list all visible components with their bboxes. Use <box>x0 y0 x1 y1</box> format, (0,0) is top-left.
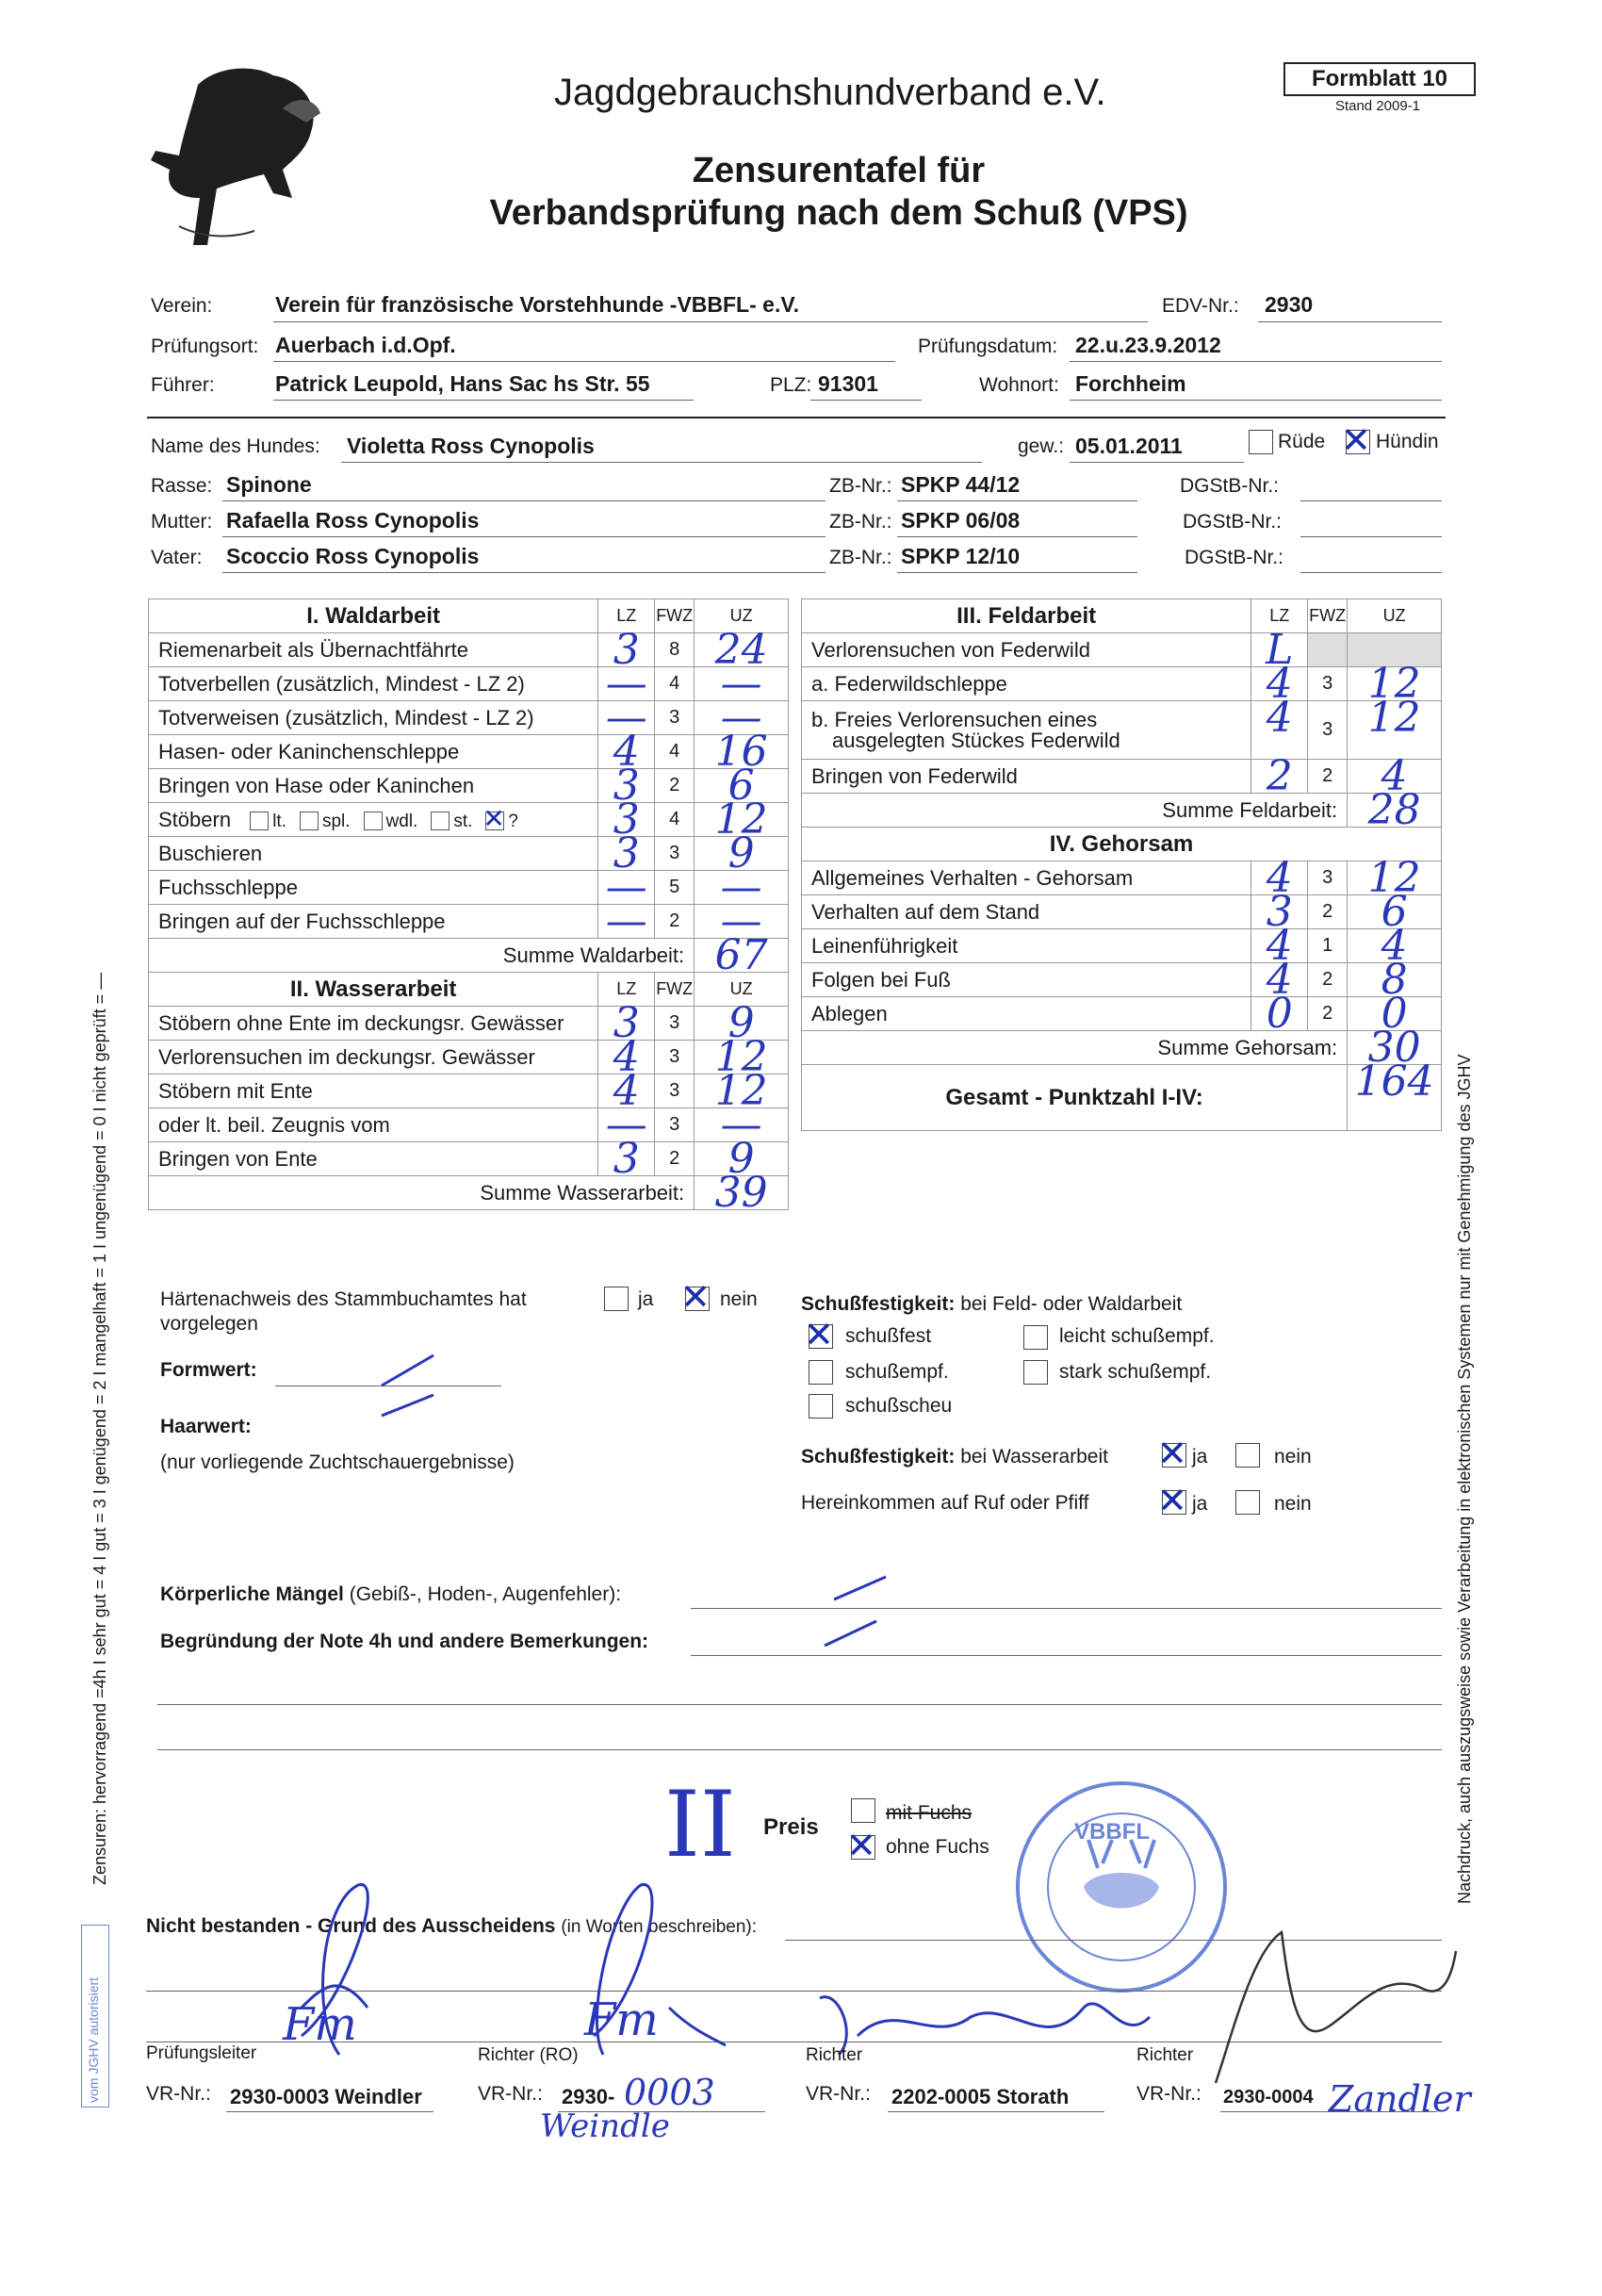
fwz-cell: 2 <box>1308 895 1348 929</box>
total-value <box>1348 1058 1442 1131</box>
vater-value: Scoccio Ross Cynopolis <box>226 544 480 568</box>
handwritten-value: 12 <box>1367 694 1421 742</box>
stamp-center: VBBFL <box>1074 1819 1150 1845</box>
ruede-checkbox[interactable] <box>1249 430 1273 454</box>
dog-name-value: Violetta Ross Cynopolis <box>347 434 595 458</box>
vr-value-1: 2930-0003 Weindler <box>230 2085 422 2108</box>
handwritten-value: 3 <box>613 626 640 674</box>
signature-r2-icon <box>1178 1913 1461 2102</box>
gehorsam-header-row <box>802 828 1442 861</box>
table-row <box>149 1074 789 1108</box>
stoebern-opt-checkbox[interactable] <box>431 812 450 830</box>
fwz-cell: 1 <box>1308 929 1348 963</box>
handwritten-value: 9 <box>727 999 755 1047</box>
dgstb-label-1: DGStB-Nr.: <box>1180 475 1280 497</box>
row-label: Verhalten auf dem Stand <box>802 895 1251 929</box>
jghv-authorized-badge <box>81 1925 109 2107</box>
table-row <box>802 667 1442 701</box>
waldarbeit-title: I. Waldarbeit <box>149 599 598 633</box>
table-row <box>802 997 1442 1031</box>
schuss-wasser-nein-label: nein <box>1274 1446 1312 1468</box>
form-label: Formblatt 10 <box>1283 62 1476 96</box>
feldarbeit-header-row <box>802 599 1442 633</box>
schussempf-checkbox[interactable] <box>809 1360 833 1385</box>
wasserarbeit-sum-label: Summe Wasserarbeit: <box>149 1176 695 1210</box>
handwritten-value: 39 <box>714 1169 768 1217</box>
handwritten-value: 2 <box>1266 752 1293 800</box>
row-label: Verlorensuchen im deckungsr. Gewässer <box>149 1041 598 1074</box>
title-line2: Verbandsprüfung nach dem Schuß (VPS) <box>489 193 1188 233</box>
handwritten-value: 4 <box>613 1067 640 1115</box>
edv-value: 2930 <box>1265 292 1314 317</box>
datum-value: 22.u.23.9.2012 <box>1075 333 1221 357</box>
fwz-cell: 4 <box>655 667 695 701</box>
jghv-logo <box>141 57 339 264</box>
handwritten-value: — <box>720 863 762 911</box>
handwritten-value: 8 <box>1381 956 1408 1004</box>
zb-vater-value: SPKP 12/10 <box>901 544 1021 568</box>
feldarbeit-sum-row <box>802 794 1442 828</box>
schuss-feld-desc: bei Feld- oder Waldarbeit <box>960 1293 1183 1315</box>
formwert-label: Formwert: <box>160 1359 257 1381</box>
handwritten-value: 3 <box>613 795 640 844</box>
uz-header: UZ <box>695 973 789 1007</box>
koerper-dash-icon <box>829 1569 895 1607</box>
handwritten-value: — <box>720 1101 762 1149</box>
stark-label: stark schußempf. <box>1059 1361 1212 1383</box>
koerper-label: Körperliche Mängel <box>160 1583 344 1605</box>
stoebern-opt-label: ? <box>508 811 518 831</box>
fwz-cell: 4 <box>655 803 695 837</box>
wohnort-value: Forchheim <box>1075 371 1186 396</box>
handwritten-value: 16 <box>714 728 768 776</box>
total-label: Gesamt - Punktzahl I-IV: <box>802 1065 1348 1131</box>
jghv-authorized-text: vom JGHV autorisiert <box>86 1976 101 2103</box>
handwritten-value: 67 <box>714 931 768 979</box>
lz-header: LZ <box>1251 599 1308 633</box>
row-label: Bringen von Hase oder Kaninchen <box>149 769 598 803</box>
ohne-fuchs-checkbox[interactable]: ✕ <box>846 1825 876 1866</box>
lz-cell <box>598 897 655 945</box>
zucht-note: (nur vorliegende Zuchtschauergebnisse) <box>160 1451 515 1473</box>
row-label-1: b. Freies Verlorensuchen eines <box>811 707 1098 731</box>
table-row <box>149 837 789 871</box>
herein-nein-checkbox[interactable] <box>1235 1490 1260 1515</box>
table-row <box>802 895 1442 929</box>
feldarbeit-sum-value <box>1348 786 1442 834</box>
fwz-cell <box>1308 633 1348 667</box>
handwritten-value: 3 <box>613 829 640 877</box>
zb-label-3: ZB-Nr.: <box>829 547 892 568</box>
row-label: a. Federwildschleppe <box>802 667 1251 701</box>
huendin-label: Hündin <box>1376 431 1439 452</box>
schuss-wasser-nein-checkbox[interactable] <box>1235 1443 1260 1468</box>
row-label: Bringen auf der Fuchsschleppe <box>149 905 598 939</box>
uz-cell <box>1348 694 1442 760</box>
table-row <box>802 963 1442 997</box>
herein-ja-checkbox[interactable]: ✕ <box>1157 1480 1187 1521</box>
ort-label: Prüfungsort: <box>151 336 259 357</box>
row-label: Riemenarbeit als Übernachtfährte <box>149 633 598 667</box>
mit-fuchs-label: mit Fuchs <box>886 1802 973 1824</box>
handwritten-value: 28 <box>1367 786 1421 834</box>
table-row <box>149 871 789 905</box>
handwritten-value: 0 <box>1381 990 1408 1038</box>
vr-label-1: VR-Nr.: <box>146 2083 211 2105</box>
stoebern-opt-checkbox[interactable] <box>364 812 383 830</box>
handwritten-value: 4 <box>613 728 640 776</box>
handwritten-value: 0 <box>1266 990 1293 1038</box>
preis-value: II <box>664 1772 736 1878</box>
rasse-value: Spinone <box>226 472 312 497</box>
row-label: Stöbern ohne Ente im deckungsr. Gewässer <box>149 1007 598 1041</box>
haerte-label: Härtenachweis des Stammbuchamtes hat vorgelegen <box>160 1288 527 1335</box>
herein-ja-label: ja <box>1192 1493 1208 1515</box>
row-label: Bringen von Federwild <box>802 760 1251 794</box>
handwritten-value: 6 <box>727 762 755 810</box>
gew-value: 05.01.2011 <box>1075 434 1183 458</box>
schuss-wasser-desc: bei Wasserarbeit <box>960 1446 1108 1468</box>
handwritten-value: — <box>720 660 762 708</box>
signature-pl-text: Fm <box>283 1998 357 2051</box>
fwz-cell: 2 <box>1308 963 1348 997</box>
mit-fuchs-checkbox[interactable] <box>851 1798 875 1823</box>
dog-name-label: Name des Hundes: <box>151 435 320 457</box>
wohnort-label: Wohnort: <box>979 374 1059 396</box>
vr-value-4: 2930-0004 <box>1223 2087 1314 2107</box>
handwritten-value: 4 <box>613 1033 640 1081</box>
verein-label: Verein: <box>151 295 213 317</box>
wasserarbeit-header-row <box>149 973 789 1007</box>
haarwert-label: Haarwert: <box>160 1416 252 1437</box>
handwritten-value: — <box>605 863 647 911</box>
handwritten-value: 6 <box>1381 888 1408 936</box>
waldarbeit-sum-row <box>149 939 789 973</box>
handwritten-value: 9 <box>727 1135 755 1183</box>
stoebern-opt-checkbox[interactable] <box>300 812 319 830</box>
row-label: Verlorensuchen von Federwild <box>802 633 1251 667</box>
schussfest-label: schußfest <box>845 1325 932 1347</box>
verein-value: Verein für französische Vorstehhunde -VBBFL- e.V. <box>275 292 799 317</box>
koerper-desc: (Gebiß-, Hoden-, Augenfehler): <box>349 1583 622 1605</box>
mutter-label: Mutter: <box>151 511 213 533</box>
zb-label-1: ZB-Nr.: <box>829 475 892 497</box>
vr-hand-2b: Weindle <box>540 2107 670 2145</box>
ro-label: Richter (RO) <box>478 2045 579 2065</box>
vr-label-4: VR-Nr.: <box>1136 2083 1202 2105</box>
rasse-label: Rasse: <box>151 475 213 497</box>
zb-label-2: ZB-Nr.: <box>829 511 892 533</box>
schussfest-checkbox[interactable]: ✕ <box>804 1314 834 1355</box>
org-name: Jagdgebrauchshundverband e.V. <box>554 72 1106 113</box>
total-row <box>802 1065 1442 1131</box>
table-row <box>149 667 789 701</box>
handwritten-value: 24 <box>714 626 768 674</box>
haerte-ja-label: ja <box>638 1288 654 1310</box>
schuss-wasser-ja-checkbox[interactable]: ✕ <box>1157 1433 1187 1474</box>
table-row <box>149 1142 789 1176</box>
vr-value-2: 2930- <box>562 2085 615 2108</box>
handwritten-value: 4 <box>1381 922 1408 970</box>
handwritten-value: — <box>720 694 762 742</box>
row-label <box>802 701 1251 760</box>
signature-ro-text: Fm <box>584 1993 659 2046</box>
herein-nein-label: nein <box>1274 1493 1312 1515</box>
row-label <box>149 803 598 837</box>
vr-label-3: VR-Nr.: <box>806 2083 871 2105</box>
zb-rasse-value: SPKP 44/12 <box>901 472 1021 497</box>
fwz-cell: 8 <box>655 633 695 667</box>
left-score-table <box>148 599 789 1217</box>
feldarbeit-sum-label: Summe Feldarbeit: <box>802 794 1348 828</box>
fwz-cell: 5 <box>655 871 695 905</box>
fwz-cell: 3 <box>655 1007 695 1041</box>
handwritten-value: 4 <box>1266 660 1293 708</box>
copyright-note: Nachdruck, auch auszugsweise sowie Verarbeitung in elektronischen Systemen nur mit Genehmigung des JGHV <box>1455 1054 1474 1904</box>
stoebern-opt-label: lt. <box>272 811 286 831</box>
grade-legend: Zensuren: hervorragend =4h I sehr gut = 4 I gut = 3 I genügend = 2 I mangelhaft = 1 I ungenügend = 0 I nicht geprüft = — <box>90 972 109 1885</box>
zb-mutter-value: SPKP 06/08 <box>901 508 1021 533</box>
wasserarbeit-sum-value <box>695 1169 789 1217</box>
datum-label: Prüfungsdatum: <box>918 336 1058 357</box>
fwz-cell: 2 <box>655 1142 695 1176</box>
dgstb-label-3: DGStB-Nr.: <box>1185 547 1284 568</box>
row-label: Stöbern mit Ente <box>149 1074 598 1108</box>
fwz-cell: 4 <box>655 735 695 769</box>
herein-label: Hereinkommen auf Ruf oder Pfiff <box>801 1492 1089 1514</box>
handwritten-value: — <box>605 660 647 708</box>
fwz-cell: 3 <box>1308 701 1348 760</box>
lz-cell <box>1251 990 1308 1038</box>
table-row <box>149 803 789 837</box>
r-label: Richter <box>806 2045 863 2065</box>
ort-value: Auerbach i.d.Opf. <box>275 333 456 357</box>
fwz-cell: 3 <box>655 1041 695 1074</box>
row-label: Stöbern <box>158 807 232 831</box>
handwritten-value: — <box>720 897 762 945</box>
table-row <box>802 760 1442 794</box>
ohne-fuchs-label: ohne Fuchs <box>886 1836 989 1858</box>
edv-label: EDV-Nr.: <box>1162 295 1239 317</box>
nicht-desc: (in Worten beschreiben): <box>561 1917 758 1937</box>
plz-label: PLZ: <box>770 374 812 396</box>
handwritten-value: — <box>605 694 647 742</box>
begr-label: Begründung der Note 4h und andere Bemerkungen: <box>160 1631 649 1652</box>
feldarbeit-title: III. Feldarbeit <box>802 599 1251 633</box>
handwritten-value: 30 <box>1367 1024 1421 1072</box>
nicht-label: Nicht bestanden - Grund des Ausscheidens <box>146 1915 556 1937</box>
lz-header: LZ <box>598 599 655 633</box>
handwritten-value: — <box>605 1101 647 1149</box>
row-label: Bringen von Ente <box>149 1142 598 1176</box>
schussempf-label: schußempf. <box>845 1361 949 1383</box>
leicht-checkbox[interactable] <box>1023 1325 1048 1350</box>
wasserarbeit-sum-row <box>149 1176 789 1210</box>
table-row <box>149 905 789 939</box>
table-row <box>802 633 1442 667</box>
fwz-cell: 2 <box>1308 997 1348 1031</box>
fuehrer-label: Führer: <box>151 374 215 396</box>
stoebern-opt-label: wdl. <box>385 811 418 831</box>
leicht-label: leicht schußempf. <box>1059 1325 1215 1347</box>
begr-dash-icon <box>820 1614 886 1651</box>
handwritten-value: 3 <box>1266 888 1293 936</box>
dgstb-label-2: DGStB-Nr.: <box>1183 511 1283 533</box>
table-row <box>802 861 1442 895</box>
plz-value: 91301 <box>818 371 878 396</box>
fwz-cell: 3 <box>655 1074 695 1108</box>
row-label: Fuchsschleppe <box>149 871 598 905</box>
vr-hand-2: 0003 <box>624 2072 715 2113</box>
r2-label: Richter <box>1136 2045 1194 2065</box>
row-label: Allgemeines Verhalten - Gehorsam <box>802 861 1251 895</box>
handwritten-value: 3 <box>613 999 640 1047</box>
huendin-checkbox[interactable]: ✕ <box>1341 419 1371 461</box>
lz-cell <box>598 1135 655 1183</box>
table-row <box>802 701 1442 760</box>
handwritten-value: 12 <box>714 1067 768 1115</box>
uz-header: UZ <box>1348 599 1442 633</box>
fwz-header: FWZ <box>655 973 695 1007</box>
handwritten-value: 4 <box>1266 694 1293 742</box>
table-row <box>149 633 789 667</box>
fwz-header: FWZ <box>655 599 695 633</box>
wasserarbeit-title: II. Wasserarbeit <box>149 973 598 1007</box>
fwz-cell: 3 <box>655 701 695 735</box>
handwritten-value: 4 <box>1266 854 1293 902</box>
fwz-cell: 2 <box>1308 760 1348 794</box>
handwritten-value: 9 <box>727 829 755 877</box>
fwz-cell: 3 <box>1308 861 1348 895</box>
waldarbeit-header-row <box>149 599 789 633</box>
vater-label: Vater: <box>151 547 203 568</box>
waldarbeit-sum-value <box>695 931 789 979</box>
stark-checkbox[interactable] <box>1023 1360 1048 1385</box>
handwritten-value: 4 <box>1266 956 1293 1004</box>
fwz-cell: 3 <box>655 837 695 871</box>
table-row <box>149 1108 789 1142</box>
lz-cell <box>1251 752 1308 800</box>
uz-header: UZ <box>695 599 789 633</box>
schuss-wasser-label: Schußfestigkeit: <box>801 1446 956 1468</box>
schussscheu-checkbox[interactable] <box>809 1394 833 1419</box>
title-line1: Zensurentafel für <box>692 151 986 190</box>
vr-value-3: 2202-0005 Storath <box>891 2085 1070 2108</box>
row-label: Ablegen <box>802 997 1251 1031</box>
handwritten-value: 3 <box>613 762 640 810</box>
row-label: Buschieren <box>149 837 598 871</box>
table-row <box>149 1041 789 1074</box>
preis-label: Preis <box>763 1814 819 1840</box>
form-version: Stand 2009-1 <box>1334 98 1421 114</box>
vr-label-2: VR-Nr.: <box>478 2083 543 2105</box>
table-row <box>149 735 789 769</box>
handwritten-value: 12 <box>714 1033 768 1081</box>
stoebern-opt-checkbox[interactable]: ✕ <box>482 803 505 833</box>
handwritten-value: — <box>605 897 647 945</box>
fwz-cell: 3 <box>1308 667 1348 701</box>
schuss-feld-label: Schußfestigkeit: <box>801 1293 956 1315</box>
stoebern-opt-checkbox[interactable] <box>250 812 269 830</box>
row-label: Totverweisen (zusätzlich, Mindest - LZ 2) <box>149 701 598 735</box>
mutter-value: Rafaella Ross Cynopolis <box>226 508 480 533</box>
waldarbeit-sum-label: Summe Waldarbeit: <box>149 939 695 973</box>
row-label: Folgen bei Fuß <box>802 963 1251 997</box>
handwritten-value: L <box>1266 626 1294 674</box>
fuehrer-value: Patrick Leupold, Hans Sac hs Str. 55 <box>275 371 650 396</box>
table-row <box>802 929 1442 963</box>
lz-header: LZ <box>598 973 655 1007</box>
row-label: Hasen- oder Kaninchenschleppe <box>149 735 598 769</box>
row-label: Leinenführigkeit <box>802 929 1251 963</box>
row-label-2: ausgelegten Stückes Federwild <box>832 728 1120 752</box>
pl-label: Prüfungsleiter <box>146 2043 257 2063</box>
fwz-cell: 3 <box>655 1108 695 1142</box>
row-label: Totverbellen (zusätzlich, Mindest - LZ 2) <box>149 667 598 701</box>
handwritten-value: 4 <box>1381 752 1408 800</box>
table-row <box>149 1007 789 1041</box>
fwz-cell: 2 <box>655 905 695 939</box>
handwritten-value: 4 <box>1266 922 1293 970</box>
haerte-nein-label: nein <box>720 1288 758 1310</box>
haerte-nein-checkbox[interactable]: ✕ <box>680 1276 711 1318</box>
table-row <box>149 701 789 735</box>
handwritten-value: 164 <box>1354 1058 1434 1106</box>
gehorsam-sum-row <box>802 1031 1442 1065</box>
stoebern-opt-label: spl. <box>321 811 351 831</box>
schuss-wasser-ja-label: ja <box>1192 1446 1208 1468</box>
ruede-label: Rüde <box>1278 431 1326 452</box>
haarwert-dash-icon <box>377 1386 443 1423</box>
handwritten-value: 12 <box>1367 854 1421 902</box>
stoebern-opt-label: st. <box>453 811 473 831</box>
handwritten-value: 12 <box>1367 660 1421 708</box>
gehorsam-sum-label: Summe Gehorsam: <box>802 1031 1348 1065</box>
row-label: oder lt. beil. Zeugnis vom <box>149 1108 598 1142</box>
handwritten-value: 3 <box>613 1135 640 1183</box>
table-row <box>149 769 789 803</box>
gew-label: gew.: <box>1018 435 1065 457</box>
lz-cell <box>1251 694 1308 760</box>
right-score-table <box>801 599 1442 1131</box>
handwritten-value: 12 <box>714 795 768 844</box>
schussscheu-label: schußscheu <box>845 1395 953 1417</box>
fwz-cell: 2 <box>655 769 695 803</box>
haerte-ja-checkbox[interactable] <box>604 1287 629 1311</box>
gehorsam-title: IV. Gehorsam <box>802 828 1442 861</box>
vr-hand-4: Zandler <box>1329 2078 1471 2120</box>
fwz-header: FWZ <box>1308 599 1348 633</box>
